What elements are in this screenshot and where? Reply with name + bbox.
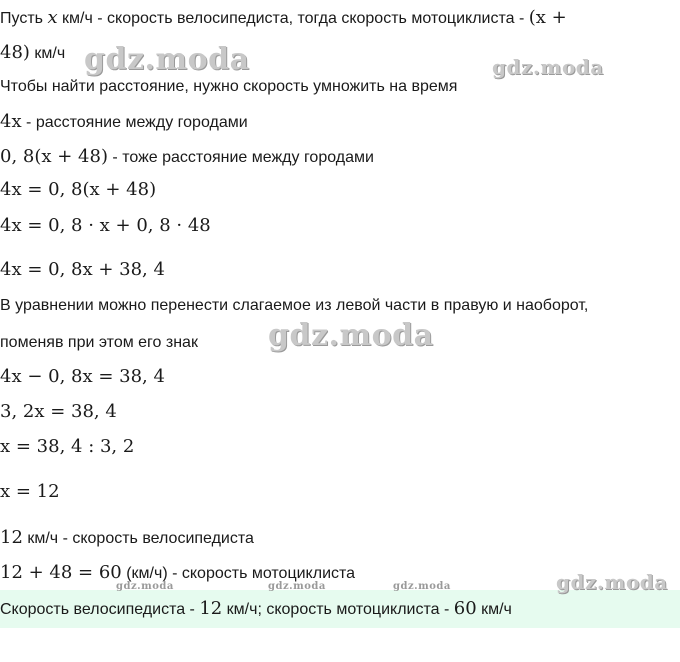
distance-rule-text: Чтобы найти расстояние, нужно скорость умножить на время: [0, 78, 458, 95]
transfer-rule-line-cont: [0, 333, 198, 353]
equation-7: x = 12: [0, 481, 60, 502]
answer-bike-speed: 12: [199, 598, 223, 619]
equation-6: x = 38, 4 : 3, 2: [0, 436, 135, 457]
distance-bike-text: - расстояние между городами: [21, 114, 248, 131]
intro-text: Пусть: [0, 10, 48, 27]
equation-4: 4x − 0, 8x = 38, 4: [0, 366, 165, 387]
watermark-logo: gdz.moda: [492, 55, 604, 79]
moto-speed-expr-start: (x +: [528, 7, 567, 28]
answer-text-2: км/ч; скорость мотоциклиста -: [222, 601, 454, 618]
intro-line-cont: [0, 43, 65, 64]
distance-rule-line: [0, 77, 457, 97]
equation-2: 4x = 0, 8 · x + 0, 8 · 48: [0, 215, 211, 236]
moto-speed-expr-end: 48): [0, 42, 30, 63]
intro-text-cont: км/ч - скорость велосипедиста, тогда скорость мотоциклиста -: [57, 10, 529, 27]
watermark-logo: gdz.moda: [268, 318, 434, 353]
equation-3: 4x = 0, 8x + 38, 4: [0, 259, 165, 280]
transfer-rule-text: В уравнении можно перенести слагаемое из левой части в правую и наоборот,: [0, 297, 589, 314]
watermark-logo: gdz.moda: [393, 581, 451, 592]
watermark-logo: gdz.moda: [556, 570, 668, 594]
equation-5: 3, 2x = 38, 4: [0, 401, 117, 422]
variable-x: x: [47, 7, 58, 28]
bike-speed-text: км/ч - скорость велосипедиста: [22, 530, 254, 547]
answer-text-3: км/ч: [476, 601, 512, 618]
bike-speed-value: 12: [0, 527, 23, 548]
bike-speed-line: [0, 528, 254, 549]
distance-moto-text: - тоже расстояние между городами: [107, 149, 374, 166]
watermark-logo: gdz.moda: [116, 581, 174, 592]
equation-1: 4x = 0, 8(x + 48): [0, 179, 157, 200]
answer-moto-speed: 60: [453, 598, 477, 619]
unit-text: км/ч: [29, 45, 66, 62]
distance-bike-line: [0, 112, 248, 133]
transfer-rule-text-cont: поменяв при этом его знак: [0, 334, 198, 351]
distance-moto-line: [0, 147, 374, 168]
transfer-rule-line: [0, 296, 588, 316]
watermark-logo: gdz.moda: [268, 581, 326, 592]
distance-bike-expr: 4x: [0, 111, 22, 132]
moto-speed-calc: 12 + 48 = 60: [0, 562, 122, 583]
intro-line: [0, 8, 567, 29]
watermark-logo: gdz.moda: [84, 42, 250, 77]
answer-line: [0, 599, 512, 620]
answer-text-1: Скорость велосипедиста -: [0, 601, 200, 618]
moto-speed-text: (км/ч) - скорость мотоциклиста: [121, 565, 356, 582]
answer-box: [0, 590, 680, 628]
distance-moto-expr: 0, 8(x + 48): [0, 146, 108, 167]
